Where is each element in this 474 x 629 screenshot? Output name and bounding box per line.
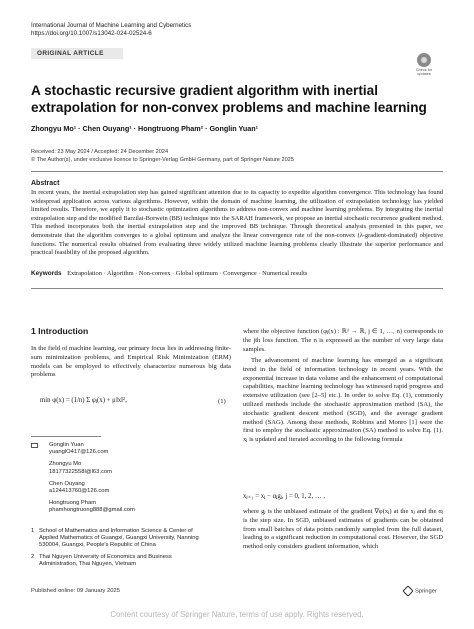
publisher-name: Springer bbox=[415, 588, 437, 595]
contact-name: Gonglin Yuan bbox=[49, 442, 84, 448]
copyright-line: © The Author(s), under exclusive licence to Springer-Verlag GmbH Germany, part of Springer Nature 2025 bbox=[31, 156, 294, 163]
check-for-updates-badge[interactable] bbox=[411, 53, 437, 77]
equation-1: min φ(x) = (1/n) Σ φⱼ(x) + μ‖x‖², bbox=[40, 397, 127, 404]
article-type-badge: ORIGINAL ARTICLE bbox=[31, 48, 123, 59]
check-updates-icon bbox=[417, 53, 431, 67]
dates-block bbox=[31, 149, 294, 164]
contact-email[interactable]: yuanglO417@126.com bbox=[49, 449, 109, 456]
abstract-text: In recent years, the inertial extrapolation step has gained significant attention due to its capacity to expedite algorithm convergence. This technology has found widespread application across various algorithms. However, within the domain of machine learning, the utilization of extrapolation technology has yielded limited results. Therefore, we apply it to stochastic optimization algorithms to address non-convex and machine learning problems. By integrating the inertial extrapolation step and the modified Barzilai-Borwein (BB) technique into the SARAH framework, we propose an inertial stochastic recurrence gradient method. This method incorporates both the inertial extrapolation step and the improved BB technique. Through theoretical analysis presented in this paper, we demonstrate that the algorithm converges to a global optimum and analyze the linear convergence rate of the non-convex (λ-gradient-dominated) objective functions. The numerical results obtained from evaluating three widely utilized machine learning problems clearly illustrate the superior performance and practical feasibility of the proposed algorithm. bbox=[31, 189, 443, 257]
published-date: Published online: 09 January 2025 bbox=[31, 588, 120, 594]
contact-divider bbox=[31, 436, 101, 437]
contact-name: Chen Ouyang bbox=[49, 480, 85, 487]
keywords-line bbox=[31, 270, 443, 277]
contact-email[interactable]: phamhongtruong888@gmail.com bbox=[49, 507, 135, 514]
contact-email[interactable]: a124413760@126.com bbox=[49, 488, 110, 495]
affiliation-num: 2 bbox=[31, 553, 35, 560]
doi-link[interactable]: https://doi.org/10.1007/s13042-024-02524-6 bbox=[31, 30, 152, 37]
keywords-label: Keywords bbox=[31, 270, 62, 277]
intro-right-paragraph-2: The advancement of machine learning has emerged as a significant trend in the field of information technology in recent years. With the exponential increase in data volume and the enhancement of computational capabilities, machine learning technology has witnessed rapid progress and extensive utilization (see [2–5] etc.). In order to solve Eq. (1), commonly utilized methods include the stochastic approximation method (SA), the stochastic gradient descent method (SGD), and the average gradient method (SAG). Among these methods, Robbins and Monro [1] were the first to employ the stochastic approximation (SA) method to solve Eq. (1). xⱼ is updated and iterated according to the following formula bbox=[243, 357, 443, 444]
contact-name: Zhongyu Mo bbox=[49, 461, 82, 468]
contacts-block bbox=[31, 442, 231, 515]
check-updates-label: Check for updates bbox=[415, 68, 433, 77]
section-heading: 1 Introduction bbox=[31, 326, 89, 336]
journal-name: International Journal of Machine Learning and Cybernetics bbox=[31, 22, 192, 29]
intro-right-paragraph-3: where gⱼ is the unbiased estimate of the gradient ∇φ(xⱼ) at the xⱼ and the αⱼ is the step size. In SGD, unbiased estimates of gradients can be obtained from small batches of data points randomly sampled from the full dataset, leading to a significant reduction in computational cost. However, the SGD method only considers gradient information, which bbox=[243, 508, 443, 551]
springer-horse-icon bbox=[402, 585, 413, 596]
affiliation-text: Thai Nguyen University of Economics and Business Administration, Thai Nguyen, Vietnam bbox=[39, 553, 172, 567]
contact-email[interactable]: 18177322558l@l63.com bbox=[49, 468, 112, 475]
received-dates: Received: 23 May 2024 / Accepted: 24 December 2024 bbox=[31, 149, 169, 155]
affiliations-block bbox=[31, 528, 231, 568]
equation-2: xⱼ₊₁ = xⱼ − αⱼgⱼ, j = 0, 1, 2, … , bbox=[243, 493, 326, 500]
publisher-logo bbox=[404, 587, 437, 595]
affiliation-text: School of Mathematics and Information Science & Center of Applied Mathematics of Guangxi, Guangxi University, Nanning 530004, Guangxi, People's Republic of China bbox=[39, 528, 199, 549]
divider-top bbox=[31, 171, 443, 172]
keywords-text: Extrapolation · Algorithm · Non-convex · Global optimum · Convergence · Numerical results bbox=[67, 270, 308, 277]
intro-left-paragraph: In the field of machine learning, our primary focus lies in addressing finite-sum minimization problems, and Empirical Risk Minimization (ERM) models can be employed to effectively characterize numerous big data problems bbox=[31, 345, 231, 379]
article-title: A stochastic recursive gradient algorithm with inertial extrapolation for non-convex problems and machine learning bbox=[31, 83, 427, 115]
authors-line: Zhongyu Mo¹ · Chen Ouyang¹ · Hongtruong Pham² · Gonglin Yuan¹ bbox=[31, 124, 259, 133]
mail-icon bbox=[31, 443, 38, 448]
contact-name: Hongtruong Pham bbox=[49, 500, 97, 507]
equation-1-number: (1) bbox=[218, 398, 226, 405]
affiliation-num: 1 bbox=[31, 528, 35, 534]
divider-bottom bbox=[31, 288, 443, 289]
intro-right-paragraph-1: where the objective function (φⱼ(x) : ℝᵈ → ℝ, j ∈ 1, …, n) corresponds to the jth loss function. The n is expressed as the number of very large data samples. bbox=[243, 328, 443, 353]
abstract-heading: Abstract bbox=[31, 180, 60, 187]
courtesy-banner: Content courtesy of Springer Nature, terms of use apply. Rights reserved. bbox=[110, 610, 364, 619]
